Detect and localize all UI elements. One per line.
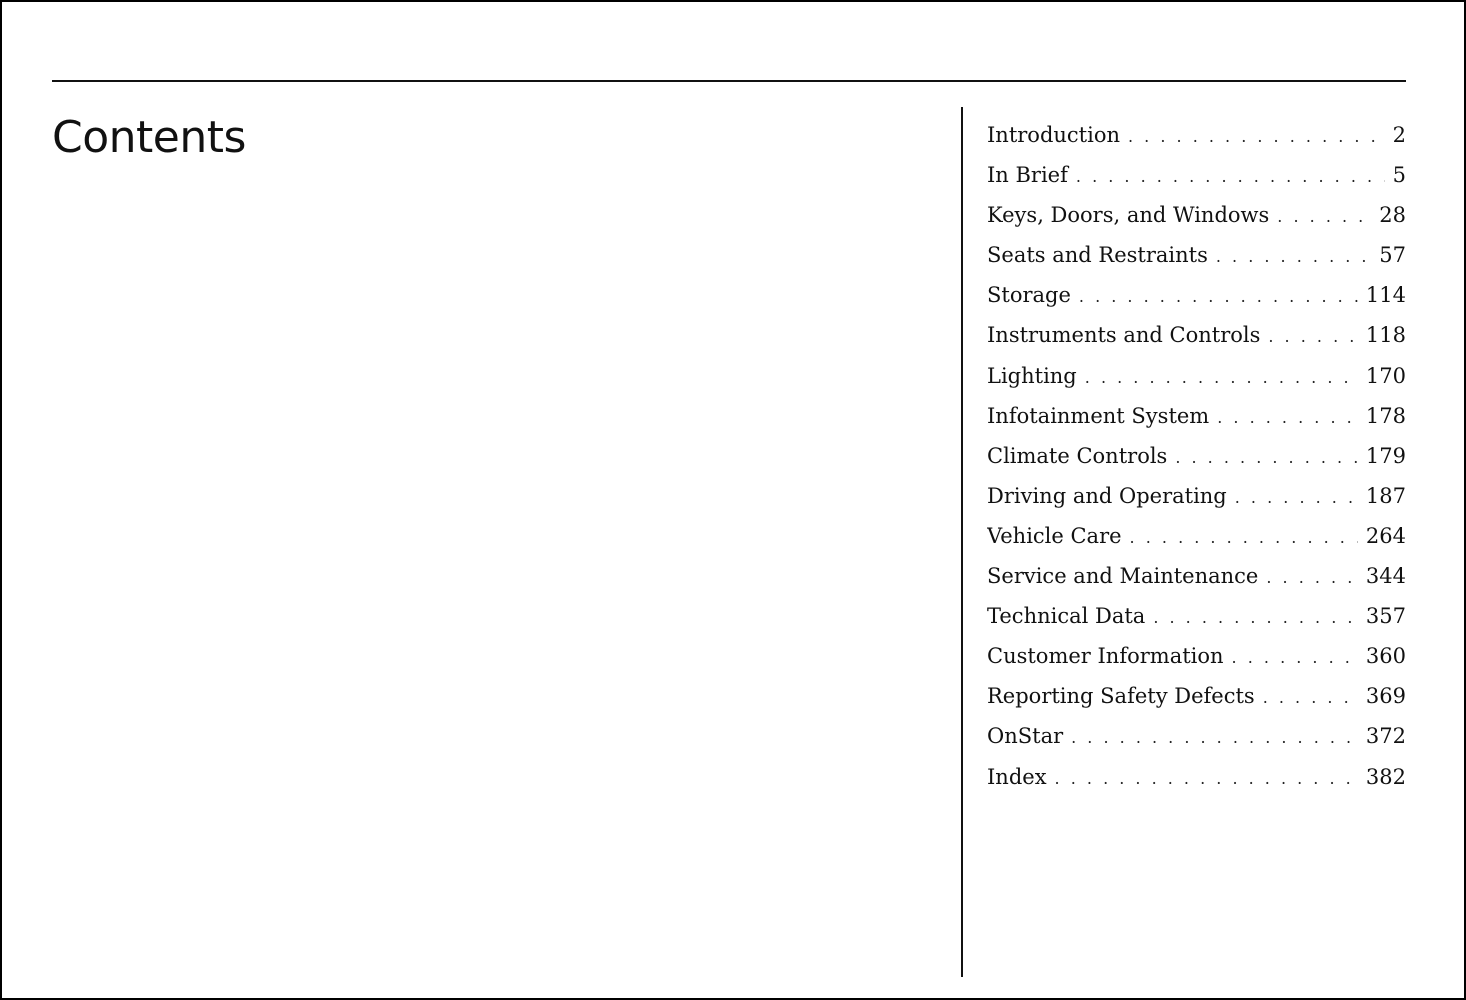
toc-entry[interactable] <box>987 195 1406 235</box>
toc-entry[interactable] <box>987 556 1406 596</box>
toc-entry[interactable] <box>987 676 1406 716</box>
toc-entry[interactable] <box>987 115 1406 155</box>
toc-dot-leader <box>1071 718 1358 756</box>
toc-entry-page: 170 <box>1365 363 1406 388</box>
toc-entry-page: 28 <box>1379 203 1406 228</box>
toc-dot-leader <box>1268 317 1358 355</box>
toc-entry[interactable] <box>987 436 1406 476</box>
toc-entry[interactable] <box>987 516 1406 556</box>
toc-entry-page: 344 <box>1365 564 1406 589</box>
toc-entry[interactable] <box>987 596 1406 636</box>
toc-dot-leader <box>1266 558 1358 596</box>
toc-entry-title: Instruments and Controls <box>987 323 1261 348</box>
page-title: Contents <box>52 112 246 163</box>
toc-entry-page: 264 <box>1365 523 1406 548</box>
toc-entry-title: Infotainment System <box>987 403 1210 428</box>
toc-entry-page: 360 <box>1365 644 1406 669</box>
toc-entry-title: Introduction <box>987 123 1120 147</box>
toc-entry-title: Reporting Safety Defects <box>987 684 1255 709</box>
toc-dot-leader <box>1085 358 1358 396</box>
toc-dot-leader <box>1263 678 1358 716</box>
toc-dot-leader <box>1076 157 1385 195</box>
toc-dot-leader <box>1055 759 1358 797</box>
toc-dot-leader <box>1175 438 1358 476</box>
toc-entry-page: 357 <box>1365 604 1406 629</box>
toc-entry-page: 118 <box>1365 323 1406 348</box>
toc-entry-title: Service and Maintenance <box>987 564 1259 589</box>
toc-dot-leader <box>1153 598 1358 636</box>
toc-dot-leader <box>1217 398 1358 436</box>
toc-entry-page: 382 <box>1365 764 1406 789</box>
toc-entry[interactable] <box>987 636 1406 676</box>
toc-entry-page: 372 <box>1365 724 1406 749</box>
toc-dot-leader <box>1079 277 1358 315</box>
toc-entry-page: 178 <box>1365 403 1406 428</box>
header-rule <box>52 80 1406 82</box>
toc-entry-title: Keys, Doors, and Windows <box>987 203 1270 228</box>
toc-entry[interactable] <box>987 315 1406 355</box>
toc-entry[interactable] <box>987 155 1406 195</box>
toc-entry[interactable] <box>987 757 1406 797</box>
toc-entry-page: 179 <box>1365 443 1406 468</box>
toc-entry-title: Climate Controls <box>987 443 1168 468</box>
toc-entry-title: Vehicle Care <box>987 523 1122 548</box>
toc-entry-title: OnStar <box>987 724 1064 749</box>
toc-entry[interactable] <box>987 716 1406 756</box>
toc-entry-title: Lighting <box>987 363 1077 388</box>
toc-entry-page: 369 <box>1365 684 1406 709</box>
toc-entry-title: Storage <box>987 283 1071 308</box>
toc-dot-leader <box>1277 197 1371 235</box>
toc-entry-title: In Brief <box>987 163 1068 188</box>
toc-entry-page: 57 <box>1379 243 1406 268</box>
column-divider <box>961 107 963 977</box>
toc-entry-title: Seats and Restraints <box>987 243 1208 268</box>
toc-dot-leader <box>1128 117 1385 155</box>
toc-entry-page: 5 <box>1392 163 1406 188</box>
toc-entry[interactable] <box>987 235 1406 275</box>
toc-dot-leader <box>1235 478 1358 516</box>
toc-entry-title: Index <box>987 764 1047 789</box>
toc-entry-page: 187 <box>1365 483 1406 508</box>
toc-entry-title: Technical Data <box>987 604 1146 629</box>
toc-entry-title: Driving and Operating <box>987 483 1227 508</box>
toc-dot-leader <box>1130 518 1358 556</box>
table-of-contents <box>987 115 1406 797</box>
toc-entry[interactable] <box>987 396 1406 436</box>
toc-entry[interactable] <box>987 356 1406 396</box>
toc-dot-leader <box>1232 638 1358 676</box>
toc-entry-page: 2 <box>1392 123 1406 147</box>
toc-entry-title: Customer Information <box>987 644 1224 669</box>
toc-entry[interactable] <box>987 476 1406 516</box>
toc-entry-page: 114 <box>1365 283 1406 308</box>
toc-entry[interactable] <box>987 275 1406 315</box>
toc-dot-leader <box>1216 237 1371 275</box>
